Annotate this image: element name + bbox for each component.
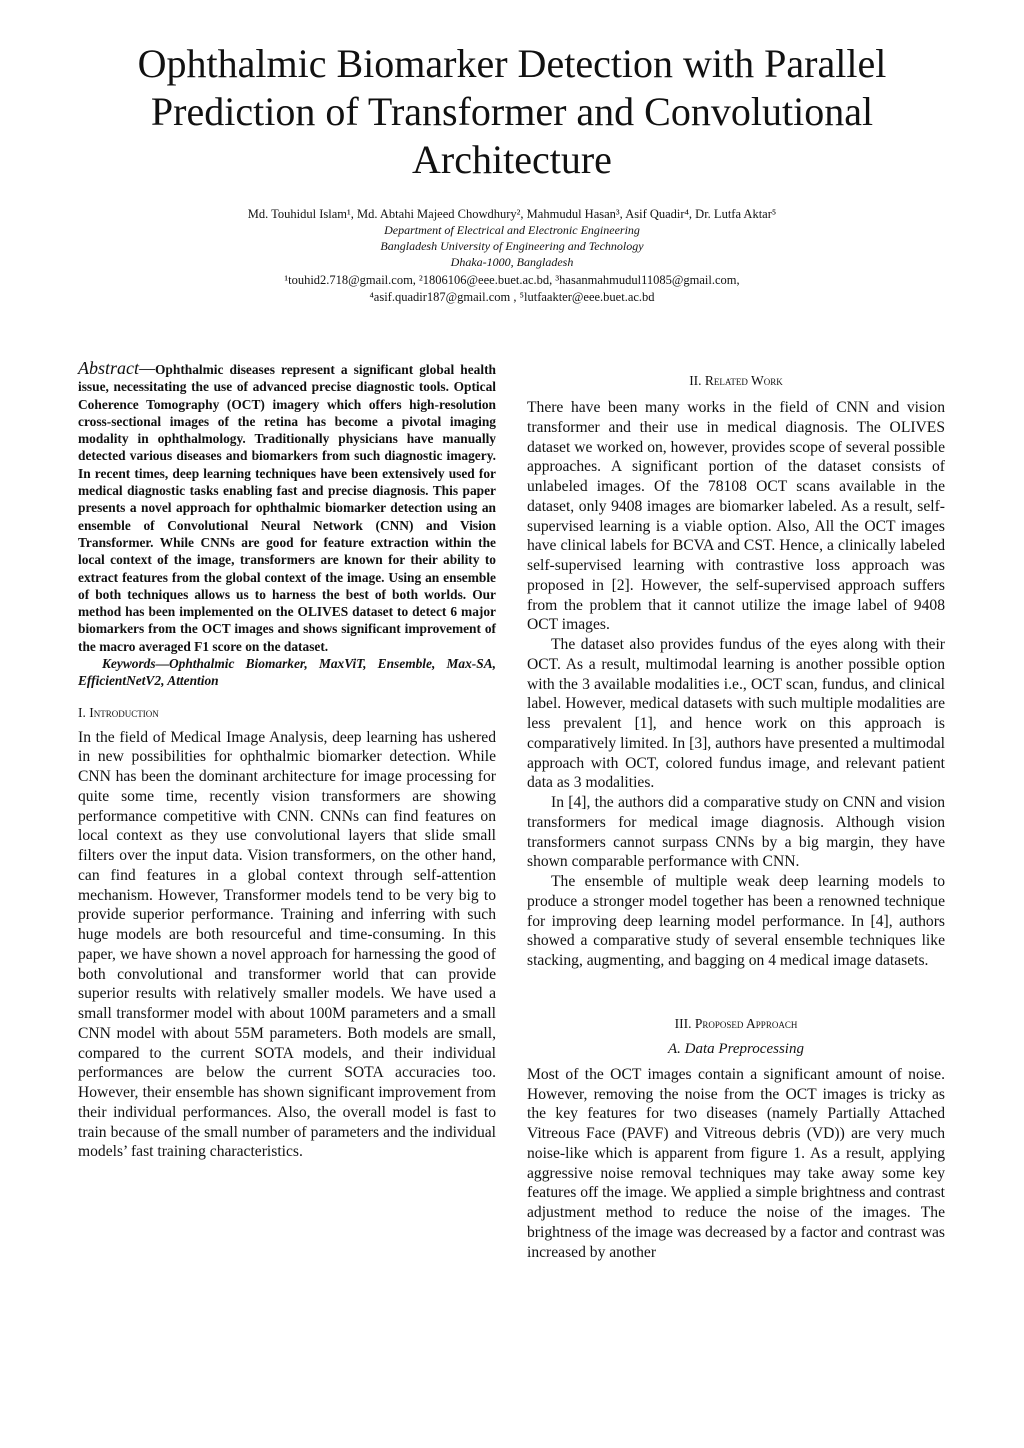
left-column (78, 360, 496, 1162)
related-work-paragraph-1: There have been many works in the field of CNN and vision transformer and their use in medical diagnosis. The OLIVES dataset we worked on, however, provides scope of several possible approaches. A significant portion of the dataset consists of unlabeled images. Of the 78108 OCT scans available in the dataset, only 9408 images are biomarker labeled. As a result, self-supervised learning is a viable option. Also, All the OCT images have clinical labels for BCVA and CST. Hence, a clinically labeled self-supervised learning with contrastive loss approach was proposed in [2]. However, the self-supervised approach suffers from the problem that it cannot utilize the image label of 9408 OCT images. (527, 399, 945, 634)
related-work-paragraph-4: The ensemble of multiple weak deep learning models to produce a stronger model together has been a renowned technique for improving deep learning model performance. In [4], authors showed a comparative study of several ensemble techniques like stacking, augmenting, and bagging on 4 medical image datasets. (527, 873, 945, 969)
spacer (78, 690, 496, 704)
related-work-paragraph-2: The dataset also provides fundus of the eyes along with their OCT. As a result, multimodal learning is another possible option with the 3 available modalities i.e., OCT scan, fundus, and clinical label. However, medical datasets with such multiple modalities are less prevalent [1], and hence work on this approach is comparatively limited. In [3], authors have presented a multimodal approach with OCT, colored fundus image, and relevant patient data as 3 modalities. (527, 636, 945, 792)
section-heading-introduction: I. Introduction (78, 704, 159, 720)
author-emails-line2: ⁴asif.quadir187@gmail.com , ⁵lutfaakter@eee.buet.ac.bd (369, 290, 655, 304)
subsection-heading-data-preprocessing: A. Data Preprocessing (668, 1040, 804, 1057)
data-preprocessing-paragraph: Most of the OCT images contain a significant amount of noise. However, removing the noise from the OCT images is tricky as the key features for two diseases (namely Partially Attached Vitreous Face (PAVF) and Vitreous debris (VD)) are very much noise-like which is apparent from figure 1. As a result, applying aggressive noise removal techniques may take away some key features off the image. We applied a simple brightness and contrast adjustment method to reduce the noise of the images. The brightness of the image was decreased by a factor and contrast was increased by another (527, 1065, 945, 1261)
paper-title: Ophthalmic Biomarker Detection with Parallel Prediction of Transformer and Convolutional Architecture (137, 41, 887, 182)
section-heading-related-work: II. Related Work (689, 373, 783, 388)
author-emails-line1: ¹touhid2.718@gmail.com, ²1806106@eee.buet.ac.bd, ³hasanmahmudul11085@gmail.com, (284, 273, 740, 287)
keywords: Keywords—Ophthalmic Biomarker, MaxViT, Ensemble, Max-SA, EfficientNetV2, Attention (78, 656, 496, 689)
abstract-text: Ophthalmic diseases represent a significant global health issue, necessitating the use of advanced precise diagnostic tools. Optical Coherence Tomography (OCT) imagery which offers high-resolution cross-sectional images of the retina has become a pivotal imaging modality in ophthalmology. Traditionally physicians have manually detected various diseases and biomarkers from such diagnostic imagery. In recent times, deep learning techniques have been extensively used for medical diagnostic tasks enabling fast and precise diagnosis. This paper presents a novel approach for ophthalmic biomarker detection using an ensemble of Convolutional Neural Network (CNN) and Vision Transformer. While CNNs are good for feature extraction within the local context of the image, transformers are known for their ability to extract features from the global context of the image. Using an ensemble of both techniques allows us to harness the best of both worlds. Our method has been implemented on the OLIVES dataset to detect 6 major biomarkers from the OCT images and shows significant improvement of the macro averaged F1 score on the dataset. (78, 362, 496, 654)
affiliation-department: Department of Electrical and Electronic Engineering (384, 223, 640, 237)
introduction-paragraph: In the field of Medical Image Analysis, deep learning has ushered in new possibilities for ophthalmic biomarker detection. While CNN has been the dominant architecture for image processing for quite some time, recently vision transformers are showing performance competitive with CNN. CNNs can find features on local context as they use convolutional layers that slide small filters over the input data. Vision transformers, on the other hand, can find features in a global context through self-attention mechanism. However, Transformer models tend to be very big to provide superior performance. Training and inferring with such huge models are both resourceful and time-consuming. In this paper, we have shown a novel approach for harnessing the good of both convolutional and transformer world that can provide superior results with relatively smaller models. We have used a small transformer model with about 100M parameters and a small CNN model with about 55M parameters. Both models are small, compared to the current SOTA models, and their individual performances are below the current SOTA accuracies too. However, their ensemble has shown significant improvement from their individual performances. Also, the overall model is fast to train because of the small number of parameters and the individual models’ fast training characteristics. (78, 728, 496, 1161)
related-work-paragraph-3: In [4], the authors did a comparative study on CNN and vision transformers for medical image diagnosis. Although vision transformers cannot surpass CNNs by a big margin, they have shown comparable performance with CNN. (527, 794, 945, 871)
author-list: Md. Touhidul Islam¹, Md. Abtahi Majeed Chowdhury², Mahmudul Hasan³, Asif Quadir⁴, Dr. Lutfa Aktar⁵ (247, 207, 777, 221)
abstract (78, 360, 496, 655)
affiliation-university: Bangladesh University of Engineering and Technology (380, 239, 644, 253)
affiliation-location: Dhaka-1000, Bangladesh (450, 255, 574, 269)
abstract-lead: Abstract— (78, 358, 156, 378)
spacer (527, 971, 945, 1015)
section-heading-proposed-approach: III. Proposed Approach (674, 1015, 798, 1031)
right-column (527, 360, 945, 1262)
